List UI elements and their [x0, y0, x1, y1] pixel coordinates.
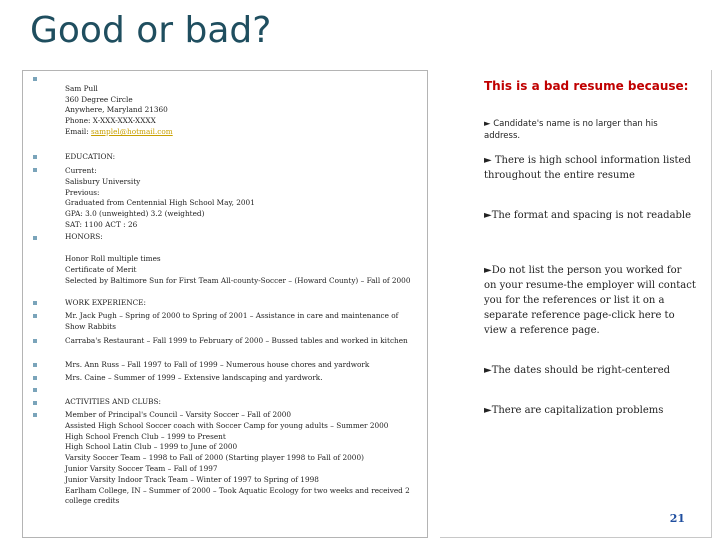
bullet-icon: [33, 236, 37, 240]
honors-details: Honor Roll multiple times Certificate of Merit Selected by Baltimore Sun for First Team All-county-Soccer – (Howard County) – Fall of 2000: [65, 254, 411, 285]
critique-point-reference-link[interactable]: ►Do not list the person you worked for on your resume-the employer will contact you for the references or list it on a separate reference page-click here to view a reference page.: [484, 265, 696, 336]
critique-heading: This is a bad resume because:: [484, 79, 689, 93]
bullet-icon: [33, 401, 37, 405]
bullet-icon: [33, 77, 37, 81]
bullet-icon: [33, 168, 37, 172]
critique-point: ► Candidate's name is no larger than his address.: [484, 119, 658, 141]
work-item: Carraba's Restaurant – Fall 1999 to February of 2000 – Bussed tables and worked in kitchen: [65, 336, 408, 345]
work-item: Mrs. Caine – Summer of 1999 – Extensive landscaping and yardwork.: [65, 373, 323, 382]
bullet-icon: [33, 339, 37, 343]
resume-document: [22, 70, 428, 538]
bullet-icon: [33, 314, 37, 318]
bullet-icon: [33, 301, 37, 305]
critique-point: ► There is high school information listed throughout the entire resume: [484, 155, 691, 181]
contact-lines: Sam Pull 360 Degree Circle Anywhere, Maryland 21360 Phone: X-XXX-XXX-XXXX: [65, 83, 168, 126]
bullet-icon: [33, 413, 37, 417]
slide-number: 21: [669, 512, 685, 525]
bullet-icon: [33, 376, 37, 380]
bullet-icon: [33, 388, 37, 392]
work-item: Mr. Jack Pugh – Spring of 2000 to Spring of 2001 – Assistance in care and maintenance of Show Rabbits: [65, 311, 399, 331]
resume-contact: [65, 73, 419, 138]
activities-heading: ACTIVITIES AND CLUBS:: [65, 397, 161, 406]
education-heading: EDUCATION:: [65, 152, 116, 161]
critique-point: ►There are capitalization problems: [484, 405, 664, 416]
slide-title: Good or bad?: [30, 10, 272, 51]
bullet-icon: [33, 155, 37, 159]
critique-point: ►The format and spacing is not readable: [484, 210, 692, 221]
activities-details: Member of Principal's Council – Varsity Soccer – Fall of 2000 Assisted High School Soccer coach with Soccer Camp for young adults – Summer 2000 High School French Club – 1999 to Present High School Latin Club – 1999 to June of 2000 Varsity Soccer Team – 1998 to Fall of 2000 (Starting player 1998 to Fall of 2000) Junior Varsity Soccer Team – Fall of 1997 Junior Varsity Indoor Track Team – Winter of 1997 to Spring of 1998 Earlham College, IN – Summer of 2000 – Took Aquatic Ecology for two weeks and received 2 college credits: [65, 410, 410, 506]
email-link[interactable]: samplel@hotmail.com: [91, 126, 173, 136]
bullet-icon: [33, 363, 37, 367]
critique-point: ►The dates should be right-centered: [484, 365, 671, 376]
critique-panel: [440, 70, 712, 538]
work-heading: WORK EXPERIENCE:: [65, 298, 146, 307]
email-label: Email:: [65, 126, 92, 136]
work-item: Mrs. Ann Russ – Fall 1997 to Fall of 1999 – Numerous house chores and yardwork: [65, 360, 370, 369]
honors-heading: HONORS:: [65, 232, 103, 241]
education-details: Current: Salisbury University Previous: Graduated from Centennial High School May, 2001 GPA: 3.0 (unweighted) 3.2 (weighted) SAT: 1100 ACT : 26: [65, 166, 255, 229]
